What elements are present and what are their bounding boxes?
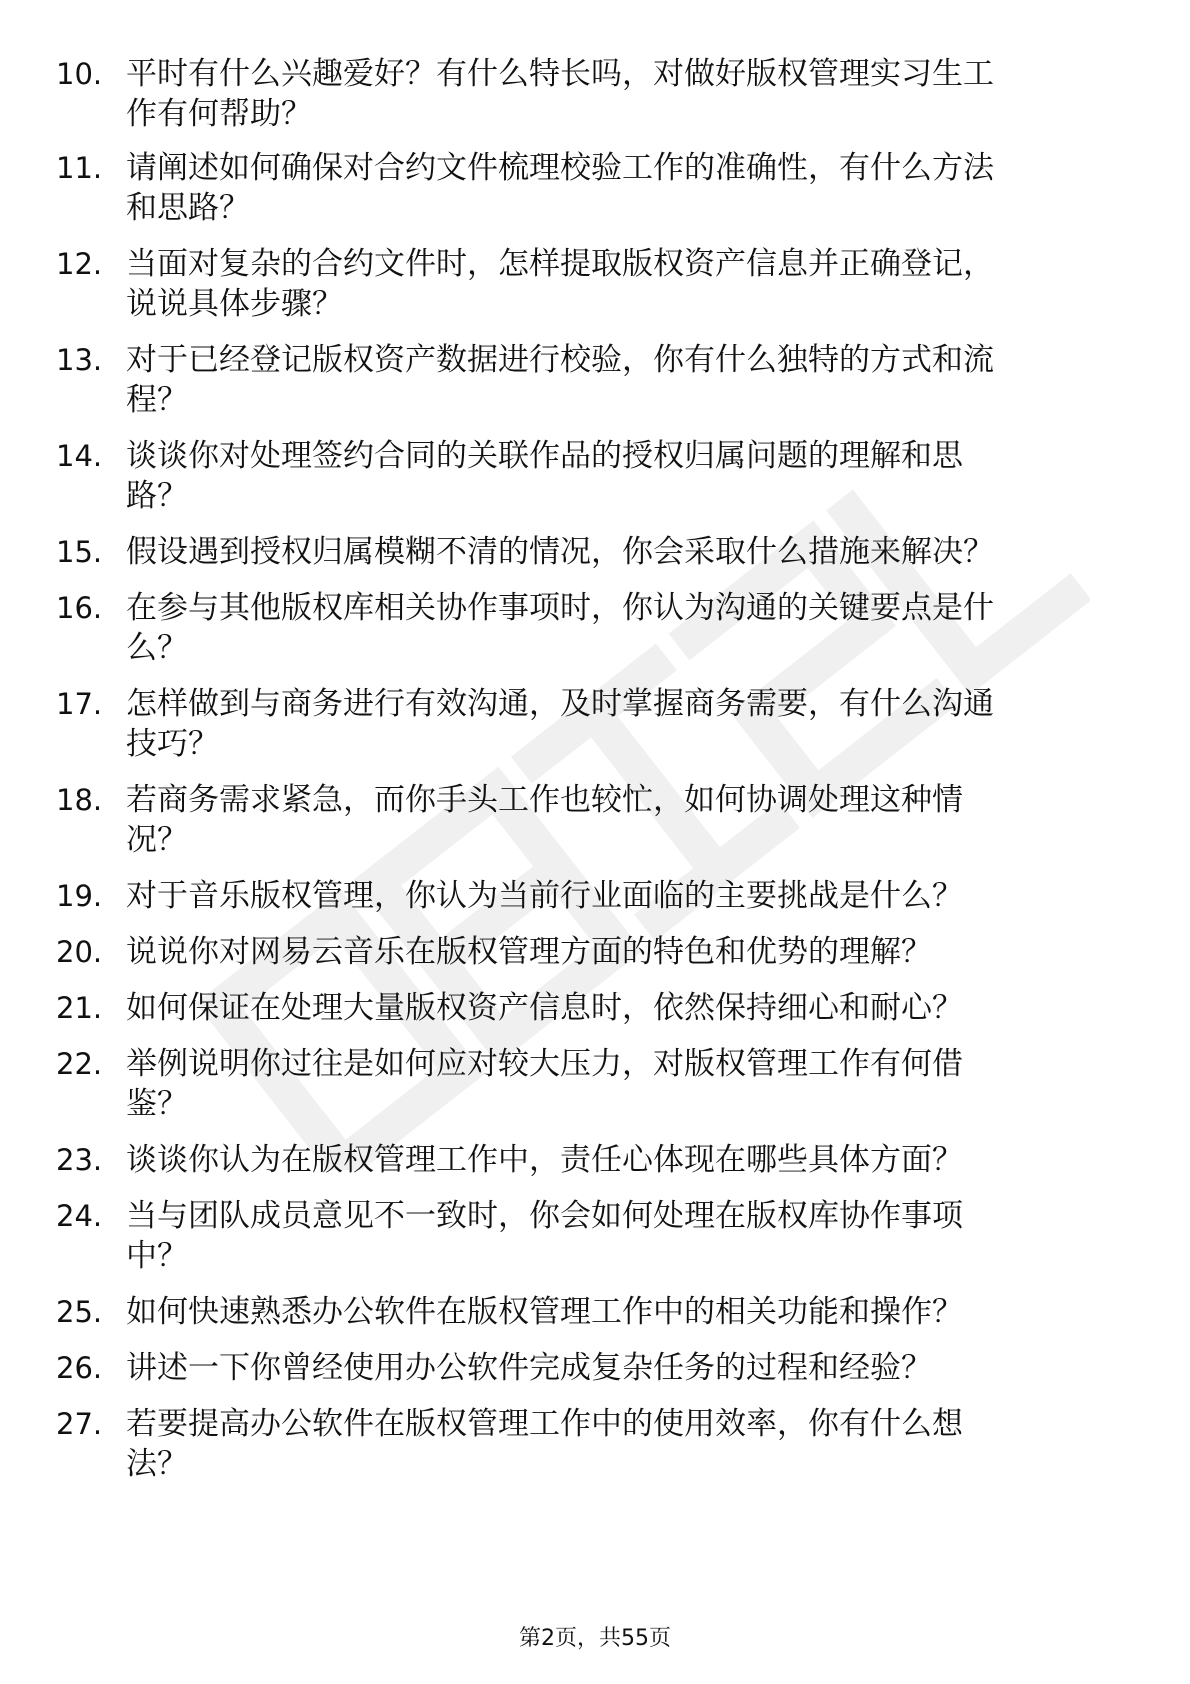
question-text (126, 988, 1166, 1028)
question-line: 若要提高办公软件在版权管理工作中的使用效率，你有什么想 (126, 1406, 963, 1442)
question-line: 和思路？ (126, 190, 250, 226)
page-footer (0, 1624, 1190, 1654)
question-number: 26. (56, 1351, 103, 1385)
question-line: 对于音乐版权管理，你认为当前行业面临的主要挑战是什么？ (126, 878, 963, 914)
question-line: 谈谈你认为在版权管理工作中，责任心体现在哪些具体方面？ (126, 1142, 963, 1178)
question-line: 对于已经登记版权资产数据进行校验，你有什么独特的方式和流 (126, 342, 994, 378)
question-text (126, 244, 1166, 324)
question-text (126, 932, 1166, 972)
question-line: 讲述一下你曾经使用办公软件完成复杂任务的过程和经验？ (126, 1350, 932, 1386)
question-number: 22. (56, 1047, 103, 1081)
question-line: 鉴？ (126, 1086, 188, 1122)
question-line: 况？ (126, 822, 188, 858)
question-line: 路？ (126, 478, 188, 514)
question-text (126, 588, 1166, 668)
question-text (126, 1404, 1166, 1484)
question-text (126, 1196, 1166, 1276)
question-number: 21. (56, 991, 103, 1025)
question-text (126, 436, 1166, 516)
question-number: 10. (56, 57, 103, 91)
question-line: 么？ (126, 630, 188, 666)
page-number-label: 第2页，共55页 (519, 1626, 671, 1651)
question-line: 怎样做到与商务进行有效沟通，及时掌握商务需要，有什么沟通 (126, 686, 994, 722)
question-text (126, 780, 1166, 860)
question-line: 若商务需求紧急，而你手头工作也较忙，如何协调处理这种情 (126, 782, 963, 818)
question-number: 24. (56, 1199, 103, 1233)
question-number: 16. (56, 591, 103, 625)
question-text (126, 1140, 1166, 1180)
question-number: 14. (56, 439, 103, 473)
question-text (126, 684, 1166, 764)
question-number: 23. (56, 1143, 103, 1177)
question-line: 如何保证在处理大量版权资产信息时，依然保持细心和耐心？ (126, 990, 963, 1026)
question-line: 说说具体步骤？ (126, 286, 343, 322)
question-text (126, 340, 1166, 420)
question-line: 法？ (126, 1446, 188, 1482)
question-number: 15. (56, 535, 103, 569)
question-line: 中？ (126, 1238, 188, 1274)
question-line: 技巧？ (126, 726, 219, 762)
question-number: 19. (56, 879, 103, 913)
question-number: 12. (56, 247, 103, 281)
question-number: 27. (56, 1407, 103, 1441)
question-text (126, 876, 1166, 916)
question-number: 25. (56, 1295, 103, 1329)
question-line: 当与团队成员意见不一致时，你会如何处理在版权库协作事项 (126, 1198, 963, 1234)
question-number: 11. (56, 151, 103, 185)
question-line: 在参与其他版权库相关协作事项时，你认为沟通的关键要点是什 (126, 590, 994, 626)
question-line: 请阐述如何确保对合约文件梳理校验工作的准确性，有什么方法 (126, 150, 994, 186)
question-line: 说说你对网易云音乐在版权管理方面的特色和优势的理解？ (126, 934, 932, 970)
question-line: 如何快速熟悉办公软件在版权管理工作中的相关功能和操作？ (126, 1294, 963, 1330)
question-number: 20. (56, 935, 103, 969)
question-text (126, 1044, 1166, 1124)
question-number: 18. (56, 783, 103, 817)
question-number: 13. (56, 343, 103, 377)
question-number: 17. (56, 687, 103, 721)
question-text (126, 532, 1166, 572)
question-line: 假设遇到授权归属模糊不清的情况，你会采取什么措施来解决？ (126, 534, 994, 570)
question-line: 谈谈你对处理签约合同的关联作品的授权归属问题的理解和思 (126, 438, 963, 474)
question-line: 平时有什么兴趣爱好？有什么特长吗，对做好版权管理实习生工 (126, 56, 994, 92)
question-text (126, 54, 1166, 134)
question-text (126, 148, 1166, 228)
question-line: 举例说明你过往是如何应对较大压力，对版权管理工作有何借 (126, 1046, 963, 1082)
question-line: 程？ (126, 382, 188, 418)
question-text (126, 1348, 1166, 1388)
question-line: 作有何帮助？ (126, 96, 312, 132)
question-line: 当面对复杂的合约文件时，怎样提取版权资产信息并正确登记， (126, 246, 994, 282)
question-text (126, 1292, 1166, 1332)
